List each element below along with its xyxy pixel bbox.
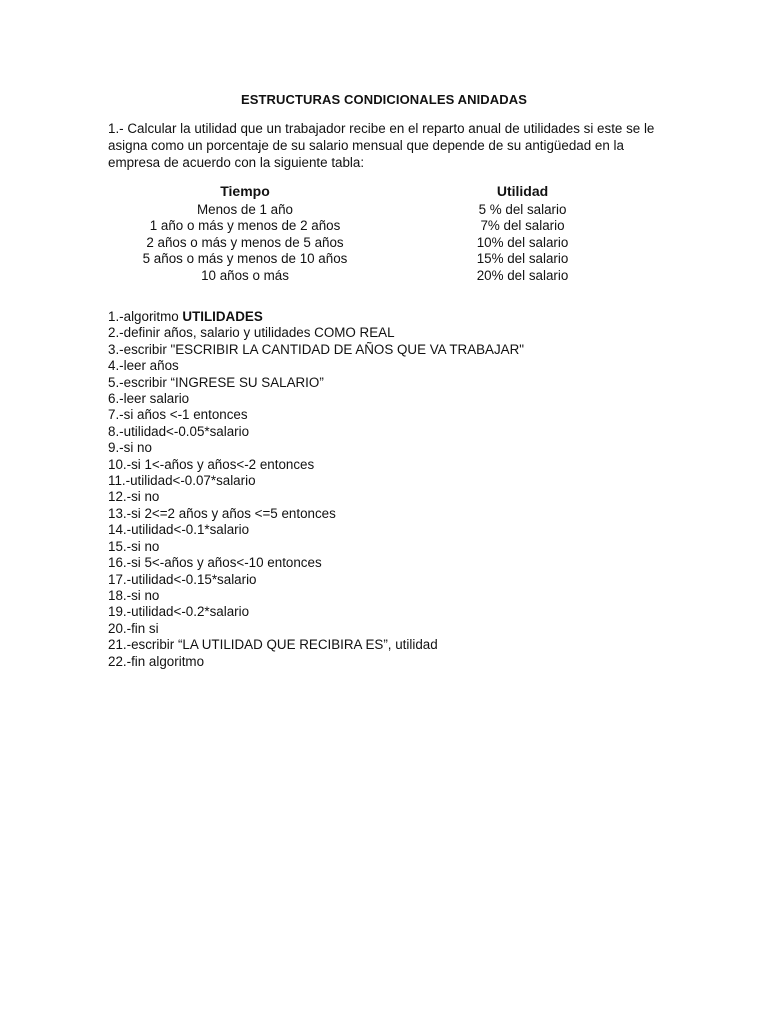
algorithm-line: 10.-si 1<-años y años<-2 entonces (108, 456, 315, 472)
algorithm-line: 17.-utilidad<-0.15*salario (108, 571, 257, 587)
algorithm-line: 19.-utilidad<-0.2*salario (108, 604, 250, 620)
tiempo-header: Tiempo (220, 183, 270, 199)
algorithm-line (108, 309, 524, 325)
algorithm-line: 13.-si 2<=2 años y años <=5 entonces (108, 505, 336, 521)
algorithm-listing (108, 309, 524, 670)
tiempo-cell: 5 años o más y menos de 10 años (142, 251, 348, 267)
algorithm-line: 12.-si no (108, 489, 160, 505)
algorithm-line: 20.-fin si (108, 620, 159, 636)
algorithm-line: 18.-si no (108, 587, 160, 603)
algorithm-line-prefix: 1.-algoritmo (108, 309, 183, 324)
algorithm-name: UTILIDADES (182, 309, 263, 324)
algorithm-line: 8.-utilidad<-0.05*salario (108, 423, 250, 439)
algorithm-line: 3.-escribir "ESCRIBIR LA CANTIDAD DE AÑOS QUE VA TRABAJAR" (108, 341, 525, 357)
utilidad-cell: 10% del salario (476, 234, 569, 250)
algorithm-line: 21.-escribir “LA UTILIDAD QUE RECIBIRA ES”, utilidad (108, 637, 438, 653)
algorithm-line: 22.-fin algoritmo (108, 653, 205, 669)
algorithm-line: 5.-escribir “INGRESE SU SALARIO” (108, 374, 324, 390)
document-title: ESTRUCTURAS CONDICIONALES ANIDADAS (240, 92, 528, 107)
utilidad-cell: 20% del salario (476, 267, 569, 283)
utilidad-column (430, 182, 615, 284)
tiempo-column (110, 182, 380, 284)
tiempo-cell: 2 años o más y menos de 5 años (146, 234, 344, 250)
algorithm-line: 14.-utilidad<-0.1*salario (108, 522, 250, 538)
tiempo-cell: 1 año o más y menos de 2 años (149, 218, 341, 234)
algorithm-line: 4.-leer años (108, 358, 179, 374)
utilidad-cell: 15% del salario (476, 251, 569, 267)
utilidad-cell: 7% del salario (480, 218, 565, 234)
algorithm-line: 11.-utilidad<-0.07*salario (108, 473, 256, 489)
algorithm-line: 15.-si no (108, 538, 160, 554)
algorithm-line: 16.-si 5<-años y años<-10 entonces (108, 555, 322, 571)
algorithm-line: 2.-definir años, salario y utilidades COMO REAL (108, 325, 395, 341)
algorithm-line: 9.-si no (108, 440, 152, 456)
tiempo-cell: 10 años o más (201, 267, 289, 283)
tiempo-cell: Menos de 1 año (196, 202, 294, 217)
utilidad-cell: 5 % del salario (478, 202, 567, 217)
utilidad-header: Utilidad (496, 183, 549, 199)
algorithm-line: 6.-leer salario (108, 391, 190, 407)
problem-statement: 1.- Calcular la utilidad que un trabajador recibe en el reparto anual de utilidades si este se le asigna como un porcentaje de su salario mensual que depende de su antigüedad en la empresa de acuerdo con la siguiente tabla: (108, 121, 655, 170)
algorithm-line: 7.-si años <-1 entonces (108, 407, 248, 423)
